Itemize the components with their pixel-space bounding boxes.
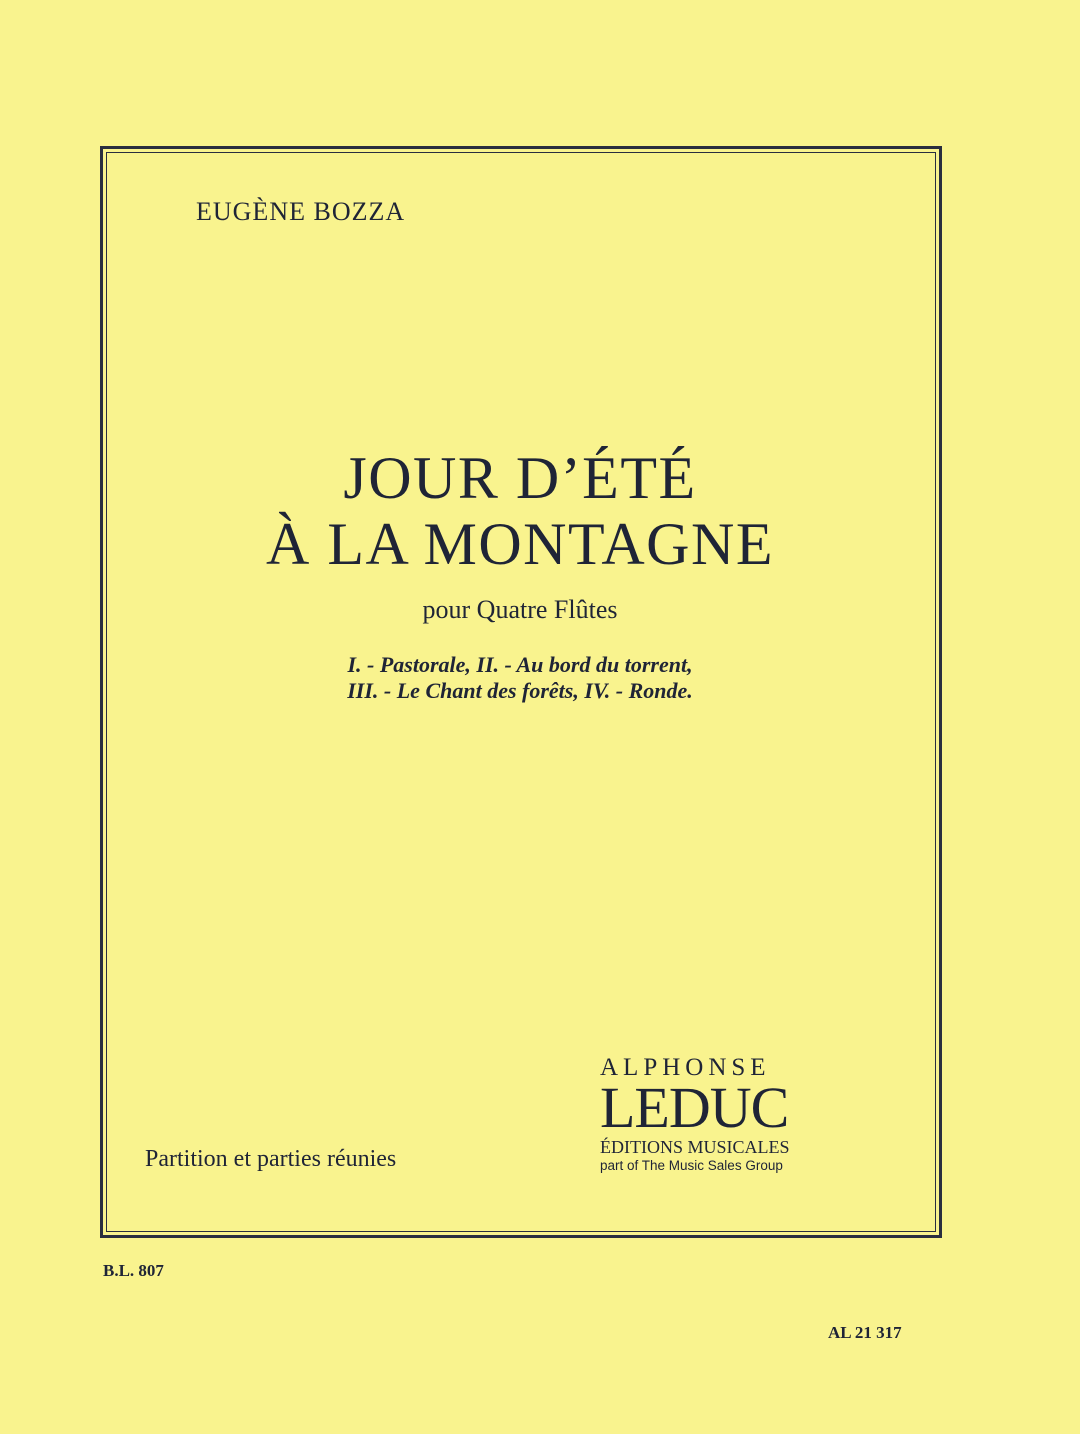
- title-line-1: JOUR D’ÉTÉ: [343, 445, 697, 511]
- publisher-line-2: part of The Music Sales Group: [600, 1158, 783, 1173]
- title-line-2: À LA MONTAGNE: [266, 511, 774, 577]
- catalog-number-left: B.L. 807: [103, 1261, 164, 1280]
- movements-line-2: III. - Le Chant des forêts, IV. - Ronde.: [347, 678, 693, 703]
- publisher-logo: [600, 1054, 810, 1175]
- title-block: [180, 445, 860, 704]
- instrumentation-subtitle: pour Quatre Flûtes: [422, 595, 618, 624]
- movements-line-1: I. - Pastorale, II. - Au bord du torrent,: [347, 652, 693, 677]
- movements-list: [180, 652, 860, 704]
- publisher-name-top: ALPHONSE: [600, 1054, 771, 1081]
- catalog-number-right: AL 21 317: [828, 1323, 902, 1342]
- publisher-line-1: ÉDITIONS MUSICALES: [600, 1137, 790, 1157]
- edition-note: Partition et parties réunies: [145, 1146, 397, 1172]
- publisher-name-main: LEDUC: [600, 1075, 789, 1140]
- composer-name: EUGÈNE BOZZA: [196, 197, 406, 226]
